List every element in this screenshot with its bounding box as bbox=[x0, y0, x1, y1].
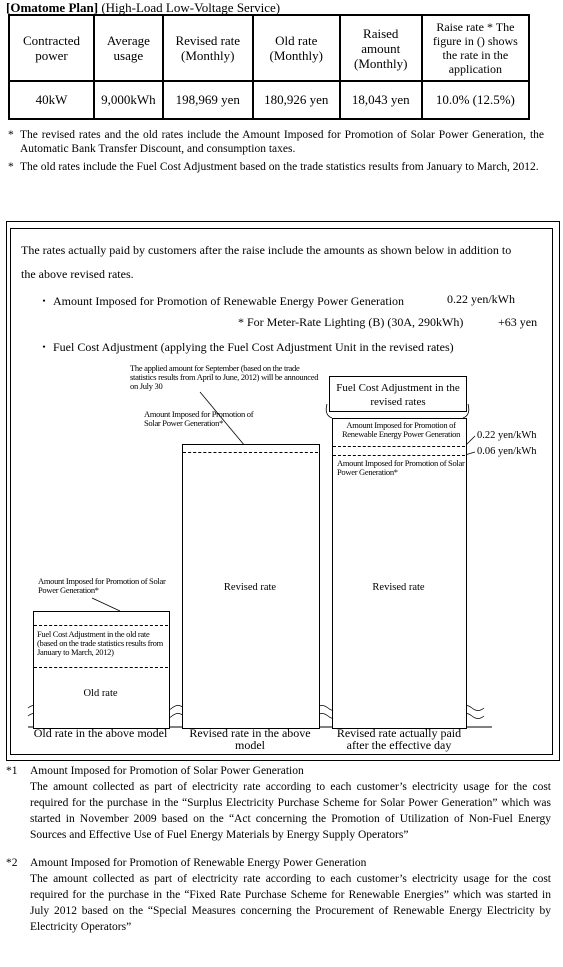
header-average-usage: Average usage bbox=[94, 15, 163, 81]
cell-old-rate: 180,926 yen bbox=[253, 81, 340, 119]
footnote-2-body: The amount collected as part of electricity rate according to each customer’s electricity usage for the cost required for the purchase in the “Fixed Rate Purchase Scheme for Renewable Energies” which was started in July 2012 based on the “Special Measures concerning the Procurement of Renewable Energy Electricity by Electricity Operators” bbox=[30, 873, 551, 933]
bullet-renewable-sub-label: * For Meter-Rate Lighting (B) (30A, 290kWh) bbox=[238, 315, 464, 329]
footnote-1-title: Amount Imposed for Promotion of Solar Power Generation bbox=[30, 765, 304, 777]
cell-average-usage: 9,000kWh bbox=[94, 81, 163, 119]
footnote-1-body: The amount collected as part of electricity rate according to each customer’s electricity usage for the cost required for the purchase in the “Surplus Electricity Purchase Scheme for Solar Power Generation” which was started in November 2009 based on the “Act concerning the Promotion of Utilization of Non-Fuel Energy Sources and Effective Use of Fuel Energy Materials by Energy Supply Operators” bbox=[30, 781, 551, 841]
bullet-renewable-value: 0.22 yen/kWh bbox=[447, 292, 515, 306]
bullet-renewable-label: ・ Amount Imposed for Promotion of Renewable Energy Power Generation bbox=[38, 294, 405, 308]
footnote-1 bbox=[6, 763, 551, 843]
plan-name: [Omatome Plan] bbox=[6, 0, 99, 15]
header-raise-rate: Raise rate * The figure in () shows the rate in the application bbox=[422, 15, 529, 81]
renew-rate-label: 0.22 yen/kWh bbox=[477, 430, 537, 441]
cell-revised-rate: 198,969 yen bbox=[163, 81, 253, 119]
intro-line-1: The rates actually paid by customers after the raise include the amounts as shown below in addition to bbox=[21, 243, 512, 257]
cell-raise-rate: 10.0% (12.5%) bbox=[422, 81, 529, 119]
right-renew-divider bbox=[333, 446, 465, 447]
footnote-1-mark: *1 bbox=[6, 765, 18, 777]
fuel-revised-callout: Fuel Cost Adjustment in the revised rates bbox=[329, 376, 467, 412]
header-raised-amount: Raised amount (Monthly) bbox=[340, 15, 422, 81]
header-old-rate: Old rate (Monthly) bbox=[253, 15, 340, 81]
header-contracted-power: Contracted power bbox=[9, 15, 94, 81]
note-1-text: The revised rates and the old rates include the Amount Imposed for Promotion of Solar Power Generation, the Automatic Bank Transfer Discount, and consumption taxes. bbox=[20, 129, 544, 155]
mid-solar-divider bbox=[183, 452, 318, 453]
x-label-actual: Revised rate actually paid after the effective day bbox=[336, 726, 462, 752]
note-2-text: The old rates include the Fuel Cost Adjustment based on the trade statistics results from January to March, 2012. bbox=[20, 161, 539, 173]
footnote-2 bbox=[6, 855, 551, 935]
bullet-renewable-sub-value: +63 yen bbox=[498, 315, 538, 329]
old-rate-label: Old rate bbox=[83, 688, 118, 699]
cell-raised-amount: 18,043 yen bbox=[340, 81, 422, 119]
left-solar-label: Amount Imposed for Promotion of Solar Power Generation* bbox=[38, 576, 166, 595]
solar-rate-label: 0.06 yen/kWh bbox=[477, 446, 537, 457]
revised-rate-mid-label: Revised rate bbox=[223, 582, 277, 593]
bullet-fuel-label: ・ Fuel Cost Adjustment (applying the Fuel Cost Adjustment Unit in the revised rates) bbox=[38, 340, 454, 354]
footnote-2-title: Amount Imposed for Promotion of Renewable Energy Power Generation bbox=[30, 857, 367, 869]
x-label-revised: Revised rate in the above model bbox=[189, 726, 311, 752]
old-fuel-divider bbox=[34, 667, 168, 668]
old-solar-divider bbox=[34, 625, 168, 626]
note-1-mark: * bbox=[8, 129, 14, 141]
x-label-old: Old rate in the above model bbox=[33, 726, 168, 740]
right-solar-divider bbox=[333, 455, 465, 456]
plan-service: (High-Load Low-Voltage Service) bbox=[98, 0, 281, 15]
revised-rate-right-label: Revised rate bbox=[372, 582, 425, 593]
september-note: The applied amount for September (based on the trade statistics results from April to June, 2012) will be announced on July 30 bbox=[130, 363, 319, 391]
mid-solar-label: Amount Imposed for Promotion of Solar Power Generation* bbox=[144, 409, 254, 428]
right-renew-label: Amount Imposed for Promotion of Renewable Energy Power Generation bbox=[341, 420, 461, 439]
cell-contracted-power: 40kW bbox=[9, 81, 94, 119]
header-revised-rate: Revised rate (Monthly) bbox=[163, 15, 253, 81]
right-solar-label: Amount Imposed for Promotion of Solar Power Generation* bbox=[337, 458, 465, 477]
intro-line-2: the above revised rates. bbox=[21, 267, 134, 281]
footnote-2-mark: *2 bbox=[6, 857, 18, 869]
left-solar-leader bbox=[92, 598, 120, 611]
note-2-mark: * bbox=[8, 161, 14, 173]
old-fuel-label: Fuel Cost Adjustment in the old rate (based on the trade statistics results from January to March, 2012) bbox=[37, 629, 163, 657]
